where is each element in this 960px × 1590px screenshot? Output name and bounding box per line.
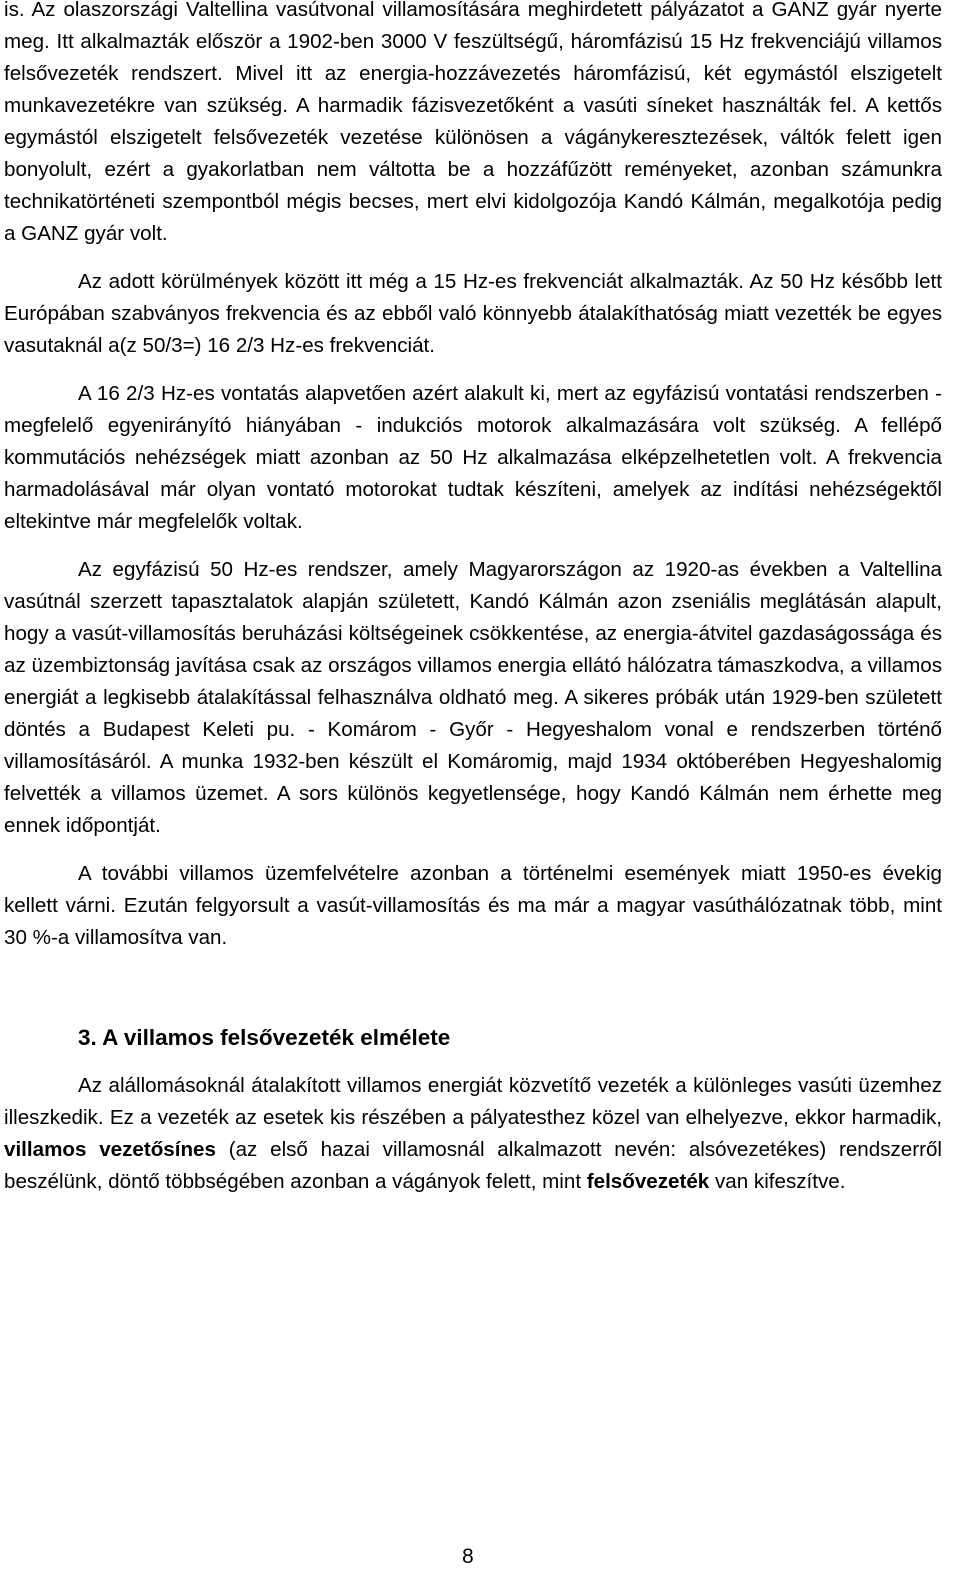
- paragraph-text: van kifeszítve.: [709, 1170, 846, 1193]
- paragraph-overhead-line-theory: [4, 1070, 942, 1198]
- bold-term-conductor-rail: villamos vezetősínes: [4, 1138, 216, 1161]
- paragraph-15hz: Az adott körülmények között itt még a 15 Hz-es frekvenciát alkalmazták. Az 50 Hz később lett Európában szabványos frekvencia és az ebből való könnyebb átalakíthatóság miatt vezették be egyes vasutaknál a(z 50/3=) 16 2/3 Hz-es frekvenciát.: [4, 270, 942, 357]
- section-heading: 3. A villamos felsővezeték elmélete: [78, 1025, 451, 1050]
- paragraph-text: Az alállomásoknál átalakított villamos energiát közvetítő vezeték a különleges vasúti üzemhez illeszkedik. Ez a vezeték az esetek kis részében a pályatesthez közel van elhelyezve, ekkor harmadik,: [4, 1074, 942, 1129]
- paragraph-50hz-system: Az egyfázisú 50 Hz-es rendszer, amely Magyarországon az 1920-as években a Valtellina vasútnál szerzett tapasztalatok alapján született, Kandó Kálmán azon zseniális meglátásán alapult, hogy a vasút-villamosítás beruházási költségeinek csökkentése, az energia-átvitel gazdaságossága és az üzembiztonság javítása csak az országos villamos energia ellátó hálózatra támaszkodva, a villamos energiát a legkisebb átalakítással felhasználva oldható meg. A sikeres próbák után 1929-ben született döntés a Budapest Keleti pu. - Komárom - Győr - Hegyeshalom vonal e rendszerben történő villamosításáról. A munka 1932-ben készült el Komáromig, majd 1934 októberében Hegyeshalomig felvették a villamos üzemet. A sors különös kegyetlensége, hogy Kandó Kálmán nem érhette meg ennek időpontját.: [4, 558, 942, 837]
- paragraph-16-2-3hz: A 16 2/3 Hz-es vontatás alapvetően azért alakult ki, mert az egyfázisú vontatási rendszerben - megfelelő egyenirányító hiányában - indukciós motorok alkalmazására volt szükség. A fellépő kommutációs nehézségek miatt azonban az 50 Hz alkalmazása elképzelhetetlen volt. A frekvencia harmadolásával már olyan vontató motorokat tudtak készíteni, amelyek az indítási nehézségektől eltekintve már megfelelők voltak.: [4, 382, 942, 533]
- paragraph-text: (az első hazai villamosnál alkalmazott nevén: alsóvezetékes) rendszerről beszélünk, döntő többségében azonban a vágányok felett, mint: [4, 1138, 942, 1193]
- page-number: 8: [462, 1545, 474, 1568]
- paragraph-further-electrification: A további villamos üzemfelvételre azonban a történelmi események miatt 1950-es évekig kellett várni. Ezután felgyorsult a vasút-villamosítás és ma már a magyar vasúthálózatnak több, mint 30 %-a villamosítva van.: [4, 862, 942, 949]
- bold-term-overhead-line: felsővezeték: [586, 1170, 710, 1193]
- paragraph-valtellina: is. Az olaszországi Valtellina vasútvonal villamosítására meghirdetett pályázatot a GANZ gyár nyerte meg. Itt alkalmazták először a 1902-ben 3000 V feszültségű, háromfázisú 15 Hz frekvenciájú villamos felsővezeték rendszert. Mivel itt az energia-hozzávezetés háromfázisú, két egymástól elszigetelt munkavezetékre van szükség. A harmadik fázisvezetőként a vasúti síneket használták fel. A kettős egymástól elszigetelt felsővezeték vezetése különösen a vágánykeresztezések, váltók felett igen bonyolult, ezért a gyakorlatban nem váltotta be a hozzáfűzött reményeket, azonban számunkra technikatörténeti szempontból mégis becses, mert elvi kidolgozója Kandó Kálmán, megalkotója pedig a GANZ gyár volt.: [4, 0, 942, 245]
